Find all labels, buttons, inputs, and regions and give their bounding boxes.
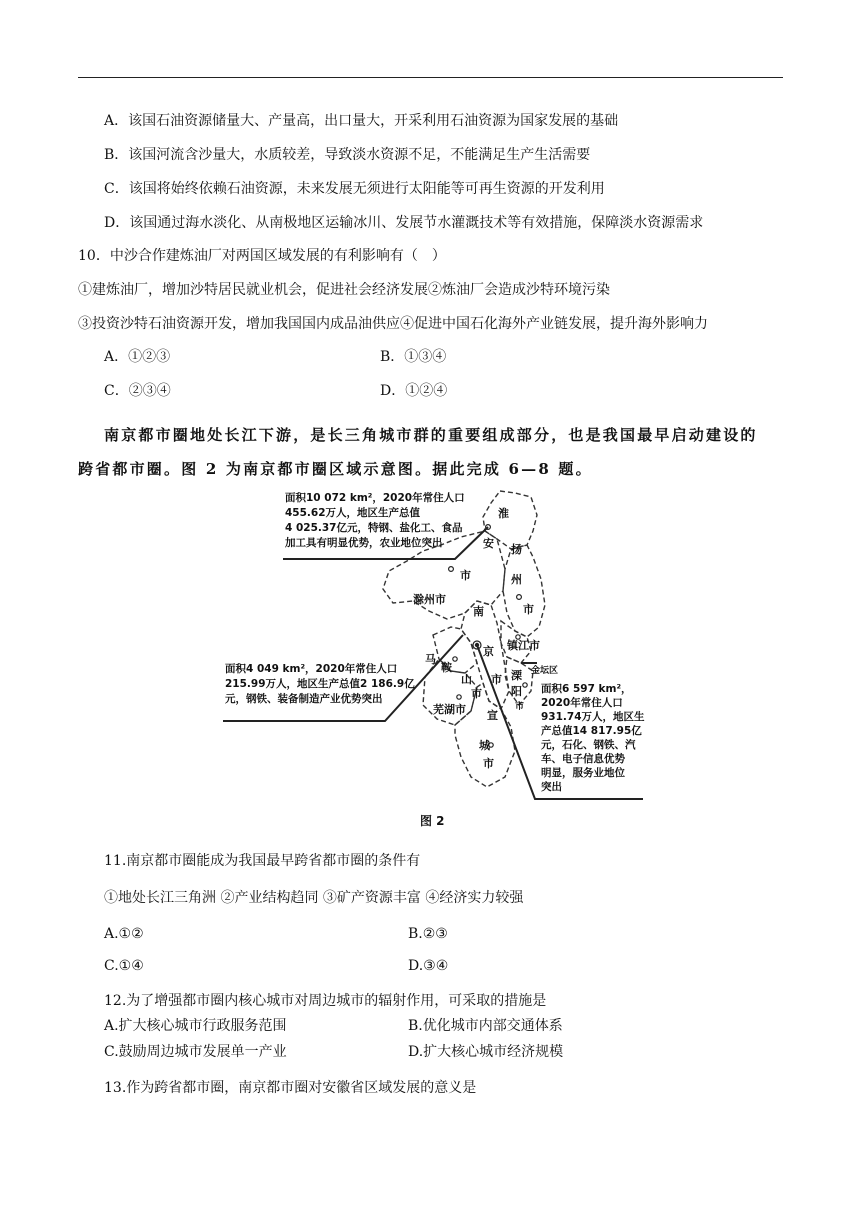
q12-stem: 12.为了增强都市圈内核心城市对周边城市的辐射作用，可采取的措施是 bbox=[104, 993, 547, 1009]
q11-items: ①地处长江三角洲 ②产业结构趋同 ③矿产资源丰富 ④经济实力较强 bbox=[104, 890, 524, 906]
place-label: 州 bbox=[511, 573, 522, 586]
q10-stem: 10．中沙合作建炼油厂对两国区域发展的有利影响有（ ） bbox=[78, 248, 446, 264]
prev-option-b[interactable]: B．该国河流含沙量大，水质较差，导致淡水资源不足，不能满足生产生活需要 bbox=[104, 147, 591, 163]
place-label: 阳 bbox=[511, 685, 522, 698]
prev-option-d[interactable]: D．该国通过海水淡化、从南极地区运输冰川、发展节水灌溉技术等有效措施，保障淡水资源需求 bbox=[104, 215, 704, 231]
callout-huaian-line: 4 025.37亿元，特钢、盐化工、食品 bbox=[285, 522, 463, 534]
q11-option-b[interactable]: B.②③ bbox=[408, 926, 448, 942]
callout-maanshan bbox=[225, 662, 415, 705]
header-rule bbox=[78, 77, 783, 78]
callout-nanjing bbox=[541, 682, 645, 793]
place-label: 芜湖市 bbox=[433, 703, 466, 716]
callout-nanjing-line: 931.74万人，地区生 bbox=[541, 711, 645, 723]
callout-maanshan-line: 面积4 049 km²，2020年常住人口 bbox=[225, 663, 398, 675]
place-label: 溧 bbox=[511, 669, 522, 682]
q11-option-d[interactable]: D.③④ bbox=[408, 958, 449, 974]
place-label: 市 bbox=[460, 569, 471, 582]
callout-nanjing-line: 2020年常住人口 bbox=[541, 697, 623, 709]
place-label: 市 bbox=[523, 603, 534, 616]
place-label: 马 bbox=[425, 653, 436, 666]
q11-option-a[interactable]: A.①② bbox=[104, 926, 144, 942]
place-label: 山 bbox=[461, 673, 472, 686]
callout-maanshan-line: 元，钢铁、装备制造产业优势突出 bbox=[225, 693, 383, 705]
place-label: 扬 bbox=[511, 543, 522, 556]
q10-option-c[interactable]: C．②③④ bbox=[104, 383, 171, 399]
place-label: 市 bbox=[515, 702, 525, 712]
figure-caption: 图 2 bbox=[420, 814, 445, 828]
callout-huaian bbox=[284, 491, 465, 549]
q13-stem: 13.作为跨省都市圈，南京都市圈对安徽省区域发展的意义是 bbox=[104, 1080, 477, 1096]
q10-items-line1: ①建炼油厂，增加沙特居民就业机会，促进社会经济发展②炼油厂会造成沙特环境污染 bbox=[78, 282, 610, 298]
prev-option-c[interactable]: C．该国将始终依赖石油资源，未来发展无须进行太阳能等可再生资源的开发利用 bbox=[104, 181, 605, 197]
place-label: 市 bbox=[491, 673, 502, 686]
q12-option-c[interactable]: C.鼓励周边城市发展单一产业 bbox=[104, 1044, 287, 1060]
intro-line2: 跨省都市圈。图 2 为南京都市圈区域示意图。据此完成 6—8 题。 bbox=[78, 460, 593, 478]
q11-option-c[interactable]: C.①④ bbox=[104, 958, 144, 974]
callout-nanjing-line: 突出 bbox=[541, 781, 562, 793]
callout-nanjing-line: 元，石化、钢铁、汽 bbox=[541, 739, 636, 751]
place-label: 市 bbox=[483, 757, 494, 770]
q10-items-line2: ③投资沙特石油资源开发，增加我国国内成品油供应④促进中国石化海外产业链发展，提升海外影响力 bbox=[78, 316, 708, 332]
q10-option-b[interactable]: B．①③④ bbox=[380, 349, 447, 365]
place-label: 市 bbox=[471, 687, 482, 700]
q10-option-a[interactable]: A．①②③ bbox=[104, 349, 171, 365]
prev-option-a[interactable]: A．该国石油资源储量大、产量高，出口量大，开采利用石油资源为国家发展的基础 bbox=[104, 113, 619, 129]
callout-huaian-line: 455.62万人，地区生产总值 bbox=[285, 507, 421, 519]
nanjing-metro-map bbox=[215, 487, 645, 832]
q12-option-d[interactable]: D.扩大核心城市经济规模 bbox=[408, 1044, 564, 1060]
place-label: 镇江市 bbox=[507, 639, 540, 652]
q12-option-b[interactable]: B.优化城市内部交通体系 bbox=[408, 1018, 563, 1034]
q10-option-d[interactable]: D．①②④ bbox=[380, 383, 448, 399]
place-label: 金坛区 bbox=[531, 666, 559, 676]
place-label: 京 bbox=[483, 645, 494, 658]
callout-maanshan-line: 215.99万人，地区生产总值2 186.9亿 bbox=[225, 678, 415, 690]
place-label: 城 bbox=[479, 739, 490, 752]
q11-stem: 11.南京都市圈能成为我国最早跨省都市圈的条件有 bbox=[104, 853, 421, 869]
callout-nanjing-line: 车、电子信息优势 bbox=[541, 753, 625, 765]
place-label: 安 bbox=[483, 537, 494, 550]
place-label: 南 bbox=[473, 605, 484, 618]
place-label: 鞍 bbox=[441, 661, 452, 674]
place-label: 淮 bbox=[498, 507, 509, 520]
callout-huaian-line: 面积10 072 km²，2020年常住人口 bbox=[285, 492, 465, 504]
callout-nanjing-line: 明显，服务业地位 bbox=[541, 767, 625, 779]
place-label: 滁州市 bbox=[413, 593, 446, 606]
callout-nanjing-line: 面积6 597 km²， bbox=[541, 683, 632, 695]
intro-line1: 南京都市圈地处长江下游，是长三角城市群的重要组成部分，也是我国最早启动建设的 bbox=[104, 426, 758, 444]
q12-option-a[interactable]: A.扩大核心城市行政服务范围 bbox=[104, 1018, 287, 1034]
place-label: 宣 bbox=[487, 709, 498, 722]
callout-nanjing-line: 产总值14 817.95亿 bbox=[541, 725, 642, 737]
callout-huaian-line: 加工具有明显优势，农业地位突出 bbox=[285, 537, 443, 549]
